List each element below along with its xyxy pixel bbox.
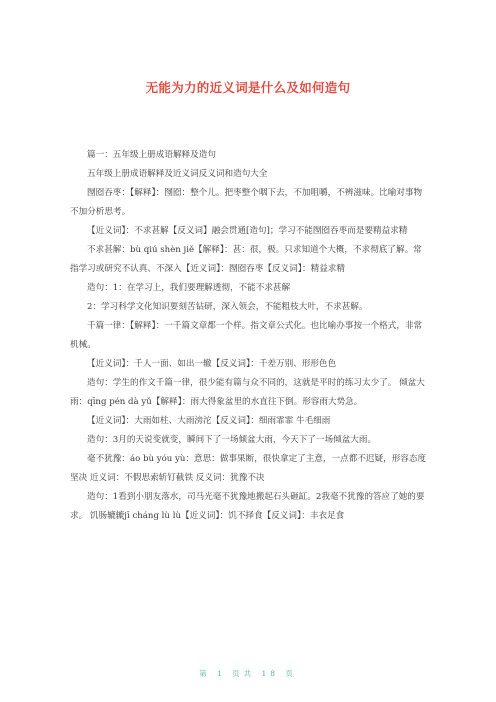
paragraph: 千篇一律：【解释】：一千篇文章都一个样。指文章公式化。也比喻办事按一个格式，非常机械。 [70, 321, 423, 350]
paragraph: 五年级上册成语解释及近义词反义词和造句大全 [87, 169, 268, 179]
paragraph: 不求甚解：bù qiú shèn jiě【解释】：甚：很，极。只求知道个大概，不求彻底了解。常指学习或研究不认真、不深入【近义词】：囫囵吞枣【反义词】：精益求精 [70, 245, 422, 274]
document-body [70, 146, 430, 526]
page-footer: 第 1 页共 18 页 [199, 669, 297, 678]
paragraph: 造句：学生的作文千篇一律，很少能有篇与众不同的，这就是平时的练习太少了。 倾盆大雨：qīng pén dà yǔ【解释】：雨大得象盆里的水直往下倒。形容雨大势急。 [70, 378, 425, 407]
section-heading: 篇一：五年级上册成语解释及造句 [87, 150, 216, 160]
paragraph: 【近义词】：大雨如柱、大雨滂沱【反义词】：细雨霏霏 牛毛细雨 [87, 416, 331, 426]
paragraph: 造句：1看到小朋友落水，司马光毫不犹豫地搬起石头砸缸。2我毫不犹豫的答应了她的要求。 饥肠辘辘jī cháng lù lù【近义词】：饥不择食【反义词】：丰衣足食 [70, 492, 425, 521]
paragraph: 毫不犹豫：áo bù yóu yù：意思：做事果断，很快拿定了主意，一点都不迟疑，形容态度坚决 近义词：不假思索斩钉截铁 反义词：犹豫不决 [70, 454, 427, 483]
paragraph: 造句：1：在学习上，我们要理解透彻，不能不求甚解 [87, 283, 291, 293]
paragraph: 造句：3月的天说变就变，瞬间下了一场倾盆大雨，今天下了一场倾盆大雨。 [87, 435, 377, 445]
paragraph: 【近义词】：不求甚解【反义词】融会贯通[造句]；学习不能囫囵吞枣而是要精益求精 [87, 226, 408, 236]
document-title: 无能为力的近义词是什么及如何造句 [145, 80, 351, 95]
paragraph: 2：学习科学文化知识要刻苦钻研，深入领会，不能粗枝大叶，不求甚解。 [87, 302, 368, 312]
paragraph: 【近义词】：千人一面、如出一辙【反义词】：千差万别、形形色色 [87, 359, 337, 369]
paragraph: 囫囵吞枣：【解释】：囫囵：整个儿。把枣整个咽下去，不加咀嚼，不辨滋味。比喻对事物不加分析思考。 [70, 188, 423, 217]
